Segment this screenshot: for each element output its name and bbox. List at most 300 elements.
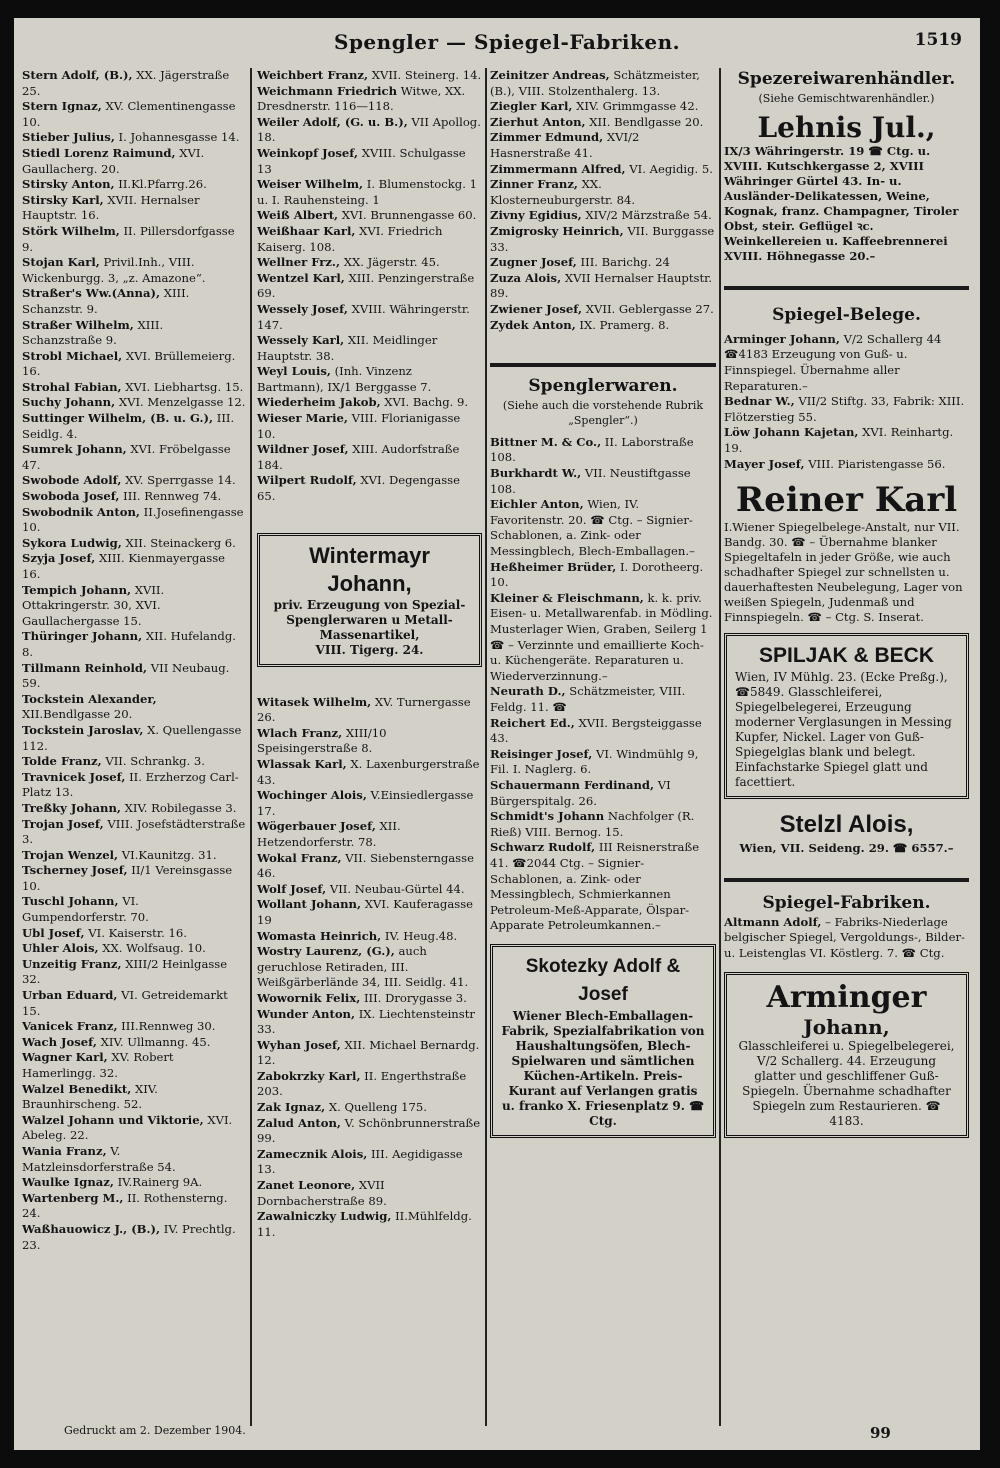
entry-name: Wellner Frz., [257,255,341,270]
entry-address: VI. Getreidemarkt 15. [22,988,228,1018]
list-item [257,364,482,395]
entry-name: Weiler Adolf, (G. u. B.), [257,114,408,129]
entry-name: Zugner Josef, [490,255,577,270]
list-item [257,944,482,991]
entry-address: XV. Robert Hamerlingg. 32. [22,1050,174,1080]
column-divider [719,68,721,1426]
entry-address: III Reisnerstraße 41. ☎2044 Ctg. – Signier-Schablonen, a. Zink- oder Messingblech, Schmierkannen Petroleum-Meß-Apparate, Ölspar-Apparate Petroleumkannen.– [490,840,700,933]
list-item [22,224,246,255]
entry-address: XII.Bendlgasse 20. [22,707,133,722]
entry-address: II.Josefinengasse 10. [22,504,244,535]
ad-spiljak-text: Wien, IV Mühlg. 23. (Ecke Preßg.), ☎5849. Glasschleiferei, Spiegelbelegerei, Erzeugung moderner Verglasungen in Messing Kupfer, Nickel. Lager von Guß-Spiegelglas blank und belegt. Einfachstarke Spiegel glatt und facettiert. [735,670,952,790]
list-item [22,692,246,723]
entry-address: VII. Siebensterngasse 46. [257,850,474,881]
ad-stelzl-text: Wien, VII. Seideng. 29. ☎ 6557.– [739,841,954,856]
ad-skotezky-name: Skotezky Adolf & Josef [525,955,681,1005]
list-item [257,929,482,945]
entry-address: XVI. Menzelgasse 12. [118,395,246,410]
entry-address: X. Quellengasse 112. [22,722,242,753]
entry-address: III. Drorygasse 3. [363,990,467,1005]
entry-name: Suchy Johann, [22,395,116,410]
entry-name: Wagner Karl, [22,1050,108,1065]
list-item [490,68,716,99]
entry-address: XVII Dornbacherstraße 89. [257,1178,387,1208]
column-divider [250,68,252,1426]
entry-address: II.Mühlfeldg. 11. [257,1209,472,1239]
entry-name: Wunder Anton, [257,1006,356,1021]
entry-name: Vanicek Franz, [22,1019,118,1034]
entry-name: Wochinger Alois, [257,788,367,803]
column-1 [22,68,246,1253]
list-item [257,819,482,850]
entry-name: Kleiner & Fleischmann, [490,590,644,605]
list-item [22,318,246,349]
column-4 [724,68,969,1146]
entry-name: Swoboda Josef, [22,489,120,504]
entry-address: XV. Sperrgasse 14. [125,473,236,488]
entry-name: Tscherney Josef, [22,863,128,878]
entry-address: XX. Klosterneuburgerstr. 84. [490,177,636,207]
entry-address: XIV. Robilegasse 3. [124,800,237,815]
list-item [22,801,246,817]
ad-reiner-text: I.Wiener Spiegelbelege-Anstalt, nur VII. Bandg. 30. ☎ – Übernahme blanker Spiegeltafeln in jeder Größe, wie auch schadhafter Spiegel zur schnellsten u. dauerhaftesten Neubelegung, Lager von weißen Spiegeln, Judenmaß und Finnspiegeln. ☎ – Ctg. S. Inserat. [724,520,963,625]
column-3 [490,68,716,1146]
list-item [22,536,246,552]
entry-address: XIV/2 Märzstraße 54. [585,208,712,223]
list-item [22,941,246,957]
list-item [22,957,246,988]
ad-wintermayr-text: priv. Erzeugung von Spezial-Spenglerwaren u Metall-Massenartikel, [273,597,466,642]
entry-name: Wartenberg M., [22,1190,124,1205]
ad-skotezky-text: Wiener Blech-Emballagen-Fabrik, Spezialfabrikation von Haushaltungsöfen, Blech-Spielwaren und sämtlichen Küchen-Artikeln. Preis-Kurant auf Verlangen gratis u. franko X. Friesenplatz 9. ☎ Ctg. [501,1008,705,1128]
list-item [257,1038,482,1069]
entry-name: Straßer Wilhelm, [22,317,134,332]
entry-name: Tillmann Reinhold, [22,660,148,675]
entry-name: Wowornik Felix, [257,990,361,1005]
entry-address: XVI. Liebhartsg. 15. [125,379,244,394]
entry-name: Szyja Josef, [22,551,96,566]
entry-name: Weißhaar Karl, [257,223,356,238]
page-title: Spengler — Spiegel-Fabriken. [334,30,681,54]
entry-address: XVI. Friedrich Kaiserg. 108. [257,223,443,254]
entry-address: VI. Windmühlg 9, Fil. I. Naglerg. 6. [490,746,699,777]
ad-lehnis-text: IX/3 Währingerstr. 19 ☎ Ctg. u. XVIII. Kutschkergasse 2, XVIII Währinger Gürtel 43. In- u. Ausländer-Delikatessen, Weine, Kognak, franz. Champagner, Tiroler Obst, steir. Geflügel ꝛc. Weinkellereien u. Kaffeebrennerei XVIII. Höhnegasse 20.– [724,144,959,264]
entry-name: Trojan Wenzel, [22,847,119,862]
entry-name: Weichbert Franz, [257,68,369,82]
entry-address: XIII/2 Heinlgasse 32. [22,956,228,987]
entry-address: III. Seidlg. 4. [22,411,235,441]
entry-name: Swobode Adolf, [22,473,122,488]
entry-name: Tolde Franz, [22,754,102,769]
entry-name: Wessely Karl, [257,333,345,348]
list-item [22,1082,246,1113]
entry-name: Zanet Leonore, [257,1178,356,1193]
list-item [490,591,716,685]
ad-wintermayr [257,533,482,667]
list-item [257,851,482,882]
entry-name: Wolf Josef, [257,881,327,896]
entry-name: Arminger Johann, [724,331,840,346]
ad-skotezky [490,944,716,1138]
ad-reiner-name: Reiner Karl [735,480,958,521]
entry-name: Witasek Wilhelm, [257,694,372,709]
entry-name: Störk Wilhelm, [22,223,120,238]
list-item [22,130,246,146]
entry-name: Womasta Heinrich, [257,928,382,943]
entry-name: Wögerbauer Josef, [257,819,376,834]
list-item [490,99,716,115]
entry-name: Zimmermann Alfred, [490,161,626,176]
entry-address: XVI. Kauferagasse 19 [257,897,474,927]
list-item [724,457,969,473]
entry-name: Weiser Wilhelm, [257,177,364,192]
entry-address: XVII. Steinerg. 14. [371,68,482,82]
entry-address: Privil.Inh., VIII. Wickenburgg. 3, „z. Amazone“. [22,255,206,285]
entry-address: III. Rennweg 74. [123,489,222,504]
list-item [22,1191,246,1222]
section-note-spenglerwaren: (Siehe auch die vorstehende Rubrik „Spengler“.) [502,398,704,428]
entry-address: VII. Neustiftgasse 108. [490,466,691,496]
list-item [490,255,716,271]
entry-address: XVI. Gaullacherg. 20. [22,145,205,176]
entry-address: XVIII. Währingerstr. 147. [257,301,470,332]
ad-spiljak [724,633,969,799]
entry-address: XIII. Schanzstraße 9. [22,317,164,348]
list-item [22,1050,246,1081]
entry-address: XX. Wolfsaug. 10. [102,941,206,956]
entry-name: Tuschl Johann, [22,894,119,909]
list-item [257,177,482,208]
entry-address: XVI. Fröbelgasse 47. [22,442,231,472]
list-item [490,466,716,497]
entry-address: VI.Kaunitzg. 31. [121,847,217,862]
list-item [22,349,246,380]
section-rule [724,878,969,882]
entry-address: VI. Kaiserstr. 16. [88,925,187,940]
page-number: 1519 [914,30,962,50]
list-item [22,473,246,489]
entry-name: Zinner Franz, [490,177,578,192]
list-item [22,1113,246,1144]
entry-name: Strobl Michael, [22,348,123,363]
entry-address: XIII. Schanzstr. 9. [22,286,190,316]
entry-address: XVII Hernalser Hauptstr. 89. [490,270,713,301]
entry-address: I. Johannesgasse 14. [118,130,240,145]
entry-name: Suttinger Wilhelm, (B. u. G.), [22,411,214,426]
entry-address: XV. Turnergasse 26. [257,694,471,725]
entry-address: Witwe, XX. Dresdnerstr. 116—118. [257,83,466,114]
entry-name: Zeinitzer Andreas, [490,68,610,82]
ad-wintermayr-address: VIII. Tigerg. 24. [315,642,424,657]
page-header [14,30,980,62]
entry-name: Sumrek Johann, [22,442,127,457]
entry-address: XV. Clementinengasse 10. [22,99,236,129]
list-item [22,505,246,536]
entry-address: VI. Aegidig. 5. [629,161,713,176]
entry-address: II. Laborstraße 108. [490,434,694,465]
entry-address: VII. Neubau-Gürtel 44. [329,881,465,896]
list-item [490,318,716,334]
entry-address: XIV. Braunhirscheng. 52. [22,1081,158,1112]
list-item [257,333,482,364]
ad-arminger-text: Glasschleiferei u. Spiegelbelegerei, V/2 Schallerg. 44. Erzeugung glatter und geschliffener Guß-Spiegeln. Übernahme schadhafter Spiegeln zum Restaurieren. ☎ 4183. [738,1038,955,1128]
entry-name: Stirsky Anton, [22,177,115,192]
list-item [490,177,716,208]
entry-name: Reichert Ed., [490,715,575,730]
list-item [22,193,246,224]
list-item [490,208,716,224]
entry-address: XVI. Brunnengasse 60. [341,208,477,223]
entry-name: Wilpert Rudolf, [257,473,357,488]
entry-name: Weiß Albert, [257,208,339,223]
entry-name: Tockstein Alexander, [22,691,157,706]
entry-name: Eichler Anton, [490,497,584,512]
entry-name: Travnicek Josef, [22,769,126,784]
list-item [257,395,482,411]
entry-address: VIII. Florianigasse 10. [257,411,461,441]
entry-name: Zuza Alois, [490,270,562,285]
entry-address: XIII/10 Speisingerstraße 8. [257,725,387,756]
entry-name: Heßheimer Brüder, [490,559,617,574]
entry-name: Wokal Franz, [257,850,342,865]
list-item [490,435,716,466]
ad-spiljak-name: SPILJAK & BECK [758,644,935,668]
entry-address: IV. Heug.48. [384,928,458,943]
entry-name: Zawalniczky Ludwig, [257,1209,392,1224]
list-item [22,177,246,193]
entry-address: XVI. Brüllemeierg. 16. [22,348,236,379]
list-item [257,882,482,898]
entry-name: Stern Adolf, (B.), [22,68,133,82]
entry-address: II.Kl.Pfarrg.26. [118,177,207,192]
list-item [22,411,246,442]
list-item [257,788,482,819]
ad-lehnis-name: Lehnis Jul., [757,111,936,145]
list-item [490,115,716,131]
list-item [724,394,969,425]
entry-address: XII. Bendlgasse 20. [589,114,704,129]
entry-address: XII. Meidlinger Hauptstr. 38. [257,333,438,363]
entry-address: XIII. Kienmayergasse 16. [22,551,226,581]
print-date: Gedruckt am 2. Dezember 1904. [64,1424,246,1437]
list-item [22,926,246,942]
entry-name: Zabokrzky Karl, [257,1068,361,1083]
entry-name: Wach Josef, [22,1034,97,1049]
entry-address: I. Dorotheerg. 10. [490,559,704,590]
entry-name: Strohal Fabian, [22,379,122,394]
entry-name: Bednar W., [724,394,795,409]
list-item [22,894,246,925]
entry-name: Wostry Laurenz, (G.), [257,944,395,959]
list-item [22,817,246,848]
entry-address: X. Quelleng 175. [328,1100,427,1115]
entry-name: Reisinger Josef, [490,746,593,761]
entry-address: V. Schönbrunnerstraße 99. [257,1115,481,1146]
entry-address: XII. Michael Bernardg. 12. [257,1037,480,1068]
entry-address: II/1 Vereinsgasse 10. [22,863,233,893]
entry-address: XVI. Degengasse 65. [257,473,460,504]
list-item [22,1144,246,1175]
entry-address: XVII. Bergsteiggasse 43. [490,715,702,746]
list-item [257,1147,482,1178]
entry-name: Löw Johann Kajetan, [724,425,859,440]
list-item [257,442,482,473]
entry-name: Wentzel Karl, [257,270,345,285]
list-item [257,1069,482,1100]
entry-address: XIII. Audorfstraße 184. [257,442,460,472]
list-item [22,848,246,864]
entry-name: Schmidt's Johann [490,809,605,824]
list-item [22,380,246,396]
entry-address: II. Engerthstraße 203. [257,1068,467,1099]
list-item [22,551,246,582]
list-item [490,130,716,161]
list-item [257,1100,482,1116]
entry-address: (Inh. Vinzenz Bartmann), IX/1 Berggasse 7. [257,364,432,394]
entry-address: XVI. Abeleg. 22. [22,1112,233,1143]
entry-name: Zak Ignaz, [257,1100,326,1115]
entry-address: III.Rennweg 30. [121,1019,216,1034]
list-item [22,863,246,894]
entry-address: VII Neubaug. 59. [22,660,230,691]
entry-name: Swobodnik Anton, [22,504,140,519]
entry-address: I. Blumenstockg. 1 u. I. Rauhensteing. 1 [257,177,477,207]
entry-address: IX. Pramerg. 8. [579,317,670,332]
entry-name: Wania Franz, [22,1143,107,1158]
entry-address: IV. Prechtlg. 23. [22,1221,236,1252]
entry-name: Unzeitig Franz, [22,956,122,971]
list-item [490,497,716,559]
section-title-spiegel-fabriken: Spiegel-Fabriken. [762,893,931,914]
entry-address: X. Laxenburgerstraße 43. [257,757,480,787]
list-item [257,84,482,115]
list-item [490,778,716,809]
entry-name: Schwarz Rudolf, [490,840,596,855]
entry-address: XII. Hetzendorferstr. 78. [257,819,401,849]
list-item [724,425,969,456]
entry-name: Straßer's Ww.(Anna), [22,286,160,301]
list-item [22,661,246,692]
list-item [22,442,246,473]
entry-name: Zierhut Anton, [490,114,586,129]
list-item [257,726,482,757]
entry-address: Schätzmeister, VIII. Feldg. 11. ☎ [490,684,686,714]
list-item [490,560,716,591]
list-item [257,208,482,224]
entry-name: Tockstein Jaroslav, [22,722,144,737]
entry-name: Tempich Johann, [22,582,132,597]
entry-address: XVI. Reinhartg. 19. [724,425,954,455]
list-item [22,255,246,286]
entry-address: V.Einsiedlergasse 17. [257,788,474,818]
entry-address: VIII. Piaristengasse 56. [808,456,946,471]
entry-address: VI Bürgerspitalg. 26. [490,777,671,808]
entry-address: VII. Schrankg. 3. [105,754,205,769]
entry-name: Zamecznik Alois, [257,1146,368,1161]
list-item [22,1019,246,1035]
entry-name: Waulke Ignaz, [22,1175,114,1190]
ad-wintermayr-name: Wintermayr Johann, [309,542,430,596]
list-item [490,716,716,747]
section-rule [724,286,969,290]
list-item [490,747,716,778]
entry-name: Weyl Louis, [257,364,331,379]
entry-address: III. Barichg. 24 [580,255,670,270]
list-item [22,395,246,411]
entry-address: VII Apollog. 18. [257,114,481,145]
list-item [22,68,246,99]
entry-name: Neurath D., [490,684,566,699]
entry-address: II. Rothensterng. 24. [22,1190,228,1221]
entry-name: Trojan Josef, [22,816,104,831]
entry-name: Ziegler Karl, [490,99,573,114]
entry-address: XVI. Bachg. 9. [384,395,469,410]
list-item [257,68,482,84]
entry-name: Weinkopf Josef, [257,145,359,160]
entry-name: Weichmann Friedrich [257,83,398,98]
entry-address: XIV. Ullmanng. 45. [100,1034,211,1049]
list-item [257,1007,482,1038]
ad-stelzl-name: Stelzl Alois, [779,811,914,839]
entry-name: Walzel Johann und Viktorie, [22,1112,204,1127]
entry-address: Nachfolger (R. Rieß) VIII. Bernog. 15. [490,809,695,839]
entry-address: XVII. Geblergasse 27. [585,301,714,316]
entry-name: Zivny Egidius, [490,208,582,223]
entry-name: Wyhan Josef, [257,1037,341,1052]
list-item [490,224,716,255]
list-item [490,809,716,840]
entry-address: Schätzmeister, (B.), VIII. Stolzenthalerg. 13. [490,68,700,98]
entry-name: Zalud Anton, [257,1115,341,1130]
section-title-spenglerwaren: Spenglerwaren. [528,376,678,397]
entry-name: Stojan Karl, [22,255,100,270]
list-item [22,754,246,770]
ad-arminger [724,972,969,1138]
directory-page [14,18,980,1450]
entry-address: II. Pillersdorfgasse 9. [22,223,235,254]
list-item [22,723,246,754]
list-item [724,332,969,394]
entry-name: Thüringer Johann, [22,629,143,644]
list-item [22,1175,246,1191]
entry-address: XIV. Grimmgasse 42. [576,99,699,114]
list-item [257,411,482,442]
list-item [257,255,482,271]
list-item [22,988,246,1019]
entry-name: Ubl Josef, [22,925,85,940]
section-rule [490,363,716,367]
entry-address: XIII. Penzingerstraße 69. [257,270,475,301]
entry-address: Wien, IV. Favoritenstr. 20. ☎ Ctg. – Signier-Schablonen, a. Zink- oder Messingblech, Blech-Emballagen.– [490,497,695,559]
list-item [257,115,482,146]
entry-address: XII. Steinackerg 6. [125,535,236,550]
entry-address: III. Aegidigasse 13. [257,1146,463,1177]
entry-name: Stirsky Karl, [22,192,104,207]
entry-address: k. k. priv. Eisen- u. Metallwarenfab. in Mödling. Musterlager Wien, Graben, Seilerg 1 ☎ – Verzinnte und emaillierte Koch- u. Küchengeräte. Reparaturen u. Wiederverzinnung.– [490,590,713,683]
entry-address: VIII. Josefstädterstraße 3. [22,816,246,847]
sheet-signature: 99 [870,1424,891,1442]
list-item [257,695,482,726]
list-item [490,684,716,715]
ad-arminger-name: Arminger [766,979,927,1015]
entry-address: XII. Hufelandg. 8. [22,629,236,659]
list-item [490,302,716,318]
section-title-spiegel-belege: Spiegel-Belege. [772,305,921,326]
list-item [22,629,246,660]
entry-address: II. Erzherzog Carl-Platz 13. [22,769,239,800]
entry-address: XVII. Hernalser Hauptstr. 16. [22,192,200,223]
entry-address: VII. Burggasse 33. [490,223,715,254]
